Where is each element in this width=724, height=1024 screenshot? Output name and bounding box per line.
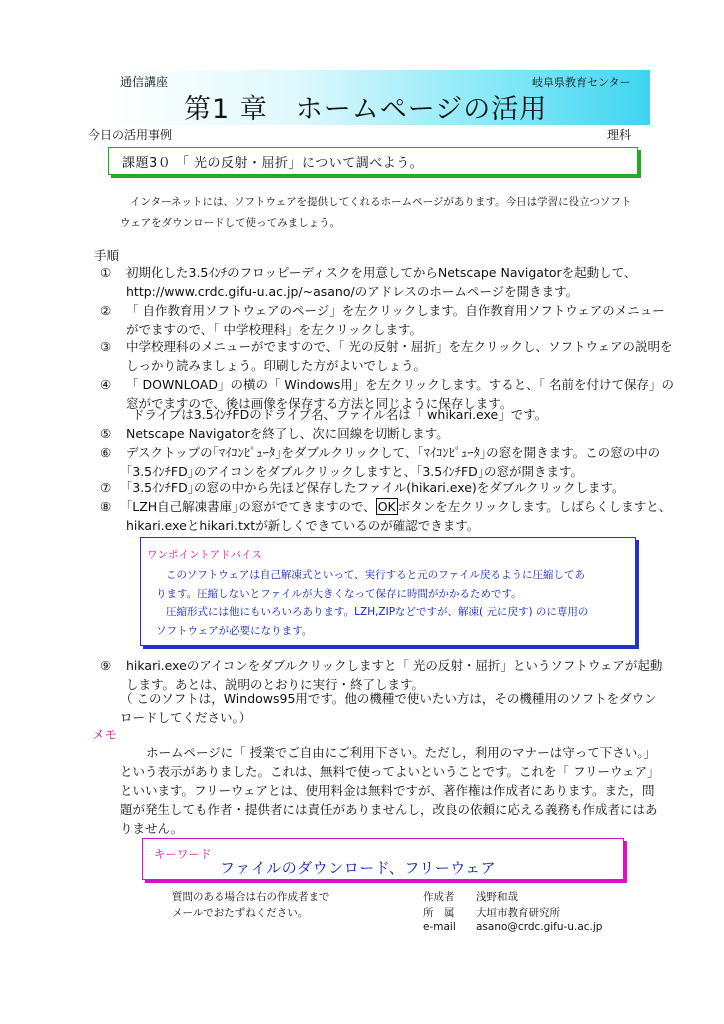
- author-label: 作成者: [423, 891, 455, 903]
- center-label: 岐阜県教育センター: [532, 76, 631, 89]
- advice-line: ソフトウェアが必要になります。: [156, 625, 313, 637]
- step-4-note: [132, 405, 547, 424]
- advice-line: 圧縮形式には他にもいろいろあります。LZH,ZIPなどですが、解凍( 元に戻す) のに専用の: [166, 606, 589, 618]
- step-text: ｢LZH自己解凍書庫｣の窓がでてきますので、: [126, 499, 376, 514]
- memo-heading: メモ: [92, 727, 118, 742]
- step-text: Netscape Navigatorを終了し、次に回線を切断します。: [126, 426, 449, 441]
- step-text: 「 DOWNLOAD」の横の「 Windows用」を左クリックします。すると、「 名前を付けて保存」の窓がでますので、後は画像を保存する方法と同じように保存します。: [126, 377, 674, 411]
- step-note: （ このソフトは，Windows95用です。他の機種で使いたい方は，その機種用のソフトをダウンロードしてください。）: [120, 691, 657, 725]
- keyword-text: ファイルのダウンロード、フリーウェア: [220, 859, 497, 877]
- case-label: 今日の活用事例: [88, 128, 173, 142]
- step-text: 「 自作教育用ソフトウェアのページ」を左クリックします。自作教育用ソフトウェアのメニューがでますので、「 中学校理科」を左クリックします。: [126, 303, 665, 337]
- step-text: ボタンを左クリックします。しばらくしますと、hikari.exeとhikari.txtが新しくできているのが確認できます。: [126, 499, 672, 533]
- step-number: ⑦: [100, 480, 112, 495]
- question-line: メールでおたずねください。: [172, 907, 309, 919]
- steps-heading: 手順: [94, 248, 120, 263]
- step-number: ④: [100, 377, 112, 392]
- intro-text: インターネットには、ソフトウェアを提供してくれるホームページがあります。今日は学習に役立つソフトウェアをダウンロードして使ってみましょう。: [120, 196, 632, 229]
- memo-text: ホームページに「 授業でご自由にご利用下さい。ただし，利用のマナーは守って下さい。」という表示がありました。これは、無料で使ってよいということです。これを「 フリーウェア」といいます。フリーウェアとは、使用料金は無料ですが、著作権は作成者にあります。また，問題が発生しても作者・提供者には責任がありませんし，改良の依頼に応える義務も作成者にはありません。: [120, 745, 660, 836]
- course-label: 通信講座: [120, 75, 169, 89]
- step-text: 中学校理科のメニューがでますので、「 光の反射・屈折」を左クリックし、ソフトウェアの説明をしっかり読みましょう。印刷した方がよいでしょう。: [126, 339, 673, 373]
- task-text: 課題3０ 「 光の反射・屈折」について調べよう。: [122, 156, 424, 171]
- step-text: ｢3.5ｲﾝﾁFD｣の窓の中から先ほど保存したファイル(hikari.exe)をダブルクリックします。: [126, 480, 625, 495]
- step-number: ②: [100, 303, 112, 318]
- affiliation: 大垣市教育研究所: [476, 907, 560, 919]
- step-text: デスクトップの｢ﾏｲｺﾝﾋﾟｭｰﾀ｣をダブルクリックして、｢ﾏｲｺﾝﾋﾟｭｰﾀ｣の窓を開きます。この窓の中の｢3.5ｲﾝﾁFD｣のアイコンをダブルクリックしますと、｢3.5ｲﾝﾁFD｣の窓が開きます。: [126, 445, 661, 479]
- step-number: ⑨: [100, 658, 112, 673]
- author-name: 浅野和哉: [476, 891, 518, 903]
- step-number: ⑥: [100, 445, 112, 460]
- affiliation-label: 所 属: [423, 907, 455, 919]
- step-number: ⑤: [100, 426, 112, 441]
- step-9-note: [120, 689, 666, 727]
- page-title: 第1 章 ホームページの活用: [184, 94, 548, 125]
- ok-button-label: OK: [377, 499, 396, 514]
- email-label: e-mail: [423, 921, 456, 933]
- step-number: ⑧: [100, 499, 112, 514]
- step-text: hikari.exeのアイコンをダブルクリックしますと「 光の反射・屈折」というソフトウェアが起動します。あとは、説明のとおりに実行・終了します。: [126, 658, 663, 692]
- advice-heading: ワンポイントアドバイス: [147, 549, 262, 561]
- keyword-heading: キーワード: [154, 847, 212, 861]
- step-note: ドライブは3.5ｲﾝﾁFDのドライブ名、ファイル名は「 whikari.exe」です。: [132, 407, 548, 422]
- step-text: 初期化した3.5ｲﾝﾁのフロッピーディスクを用意してからNetscape Navigatorを起動して、http://www.crdc.gifu-u.ac.jp/~asano/のアドレスのホームページを開きます。: [126, 265, 637, 299]
- step-number: ①: [100, 265, 112, 280]
- advice-line: このソフトウェアは自己解凍式といって、実行すると元のファイル戻るように圧縮してあ: [166, 569, 585, 581]
- email-address: asano@crdc.gifu-u.ac.jp: [476, 921, 603, 933]
- subject-label: 理科: [607, 128, 632, 142]
- step-number: ③: [100, 339, 112, 354]
- advice-line: ります。圧縮しないとファイルが大きくなって保存に時間がかかるためです。: [156, 588, 522, 600]
- question-line: 質問のある場合は右の作成者まで: [172, 891, 330, 903]
